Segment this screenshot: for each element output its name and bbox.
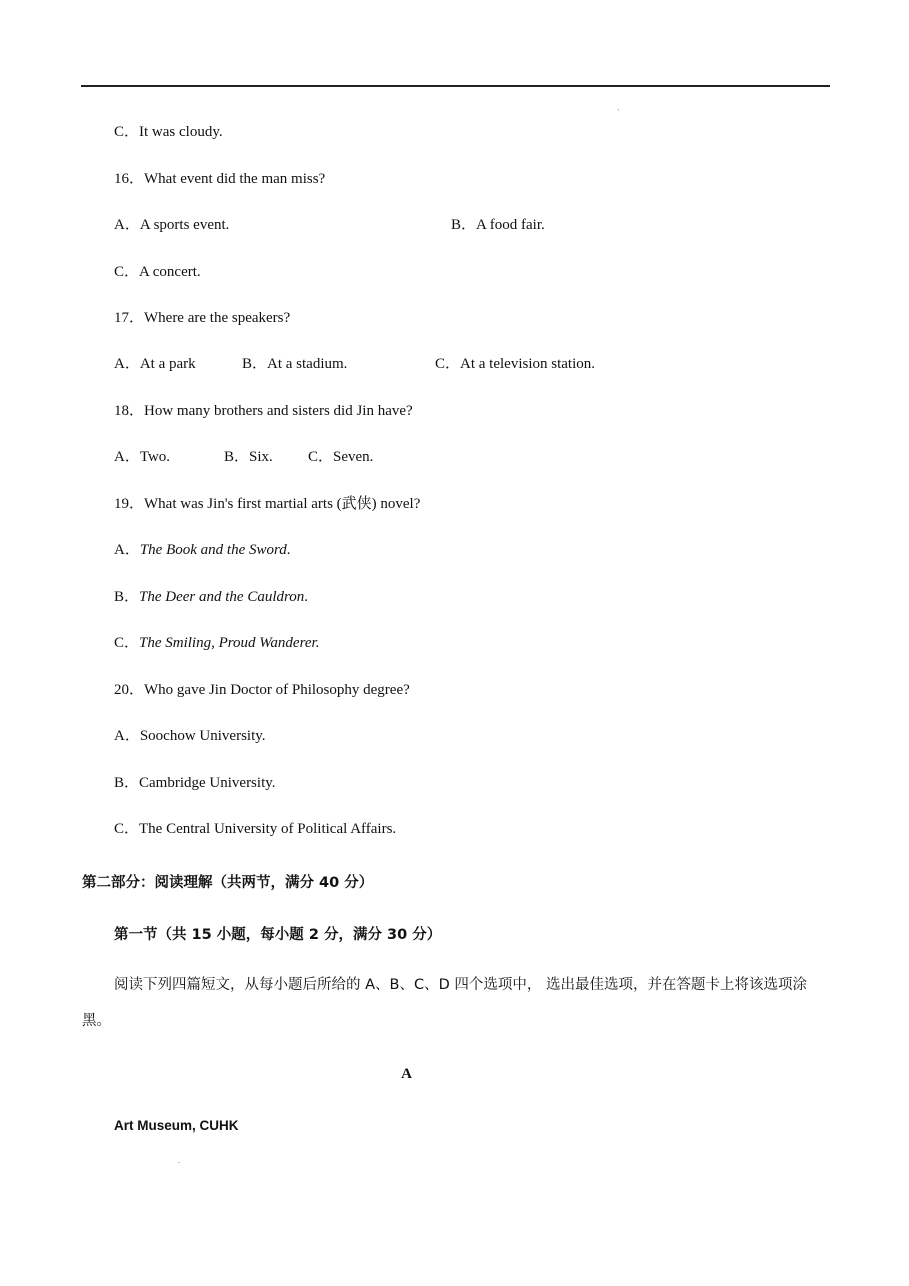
q19-option-b [114, 588, 308, 606]
book-title: The Book and the Sword [139, 542, 287, 558]
section1-heading: 第一节（共 15 小题，每小题 2 分，满分 30 分） [114, 927, 442, 943]
part2-heading: 第二部分：阅读理解（共两节，满分 40 分） [82, 875, 374, 891]
passage-letter: A [401, 1066, 412, 1082]
q18-option-c: C．Seven. [308, 449, 374, 465]
option-prefix: B． [114, 589, 140, 605]
q16-stem: 16．What event did the man miss? [114, 171, 326, 187]
q15-option-c: C．It was cloudy. [114, 124, 223, 140]
instruction-paragraph: 阅读下列四篇短文，从每小题后所给的 A、B、C、D 四个选项中， 选出最佳选项，并在答题卡上将该选项涂黑。 [82, 977, 807, 1029]
book-title: The Deer and the Cauldron [139, 589, 305, 605]
q17-option-a: A．At a park [114, 356, 196, 372]
stray-mark: . [178, 1156, 180, 1165]
q17-option-c: C．At a television station. [435, 356, 595, 372]
book-title: The Smiling, Proud Wanderer [139, 635, 316, 651]
q20-option-c: C．The Central University of Political Affairs. [114, 821, 397, 837]
q18-stem: 18．How many brothers and sisters did Jin have? [114, 403, 413, 419]
q16-option-c: C．A concert. [114, 264, 201, 280]
q20-option-a: A．Soochow University. [114, 728, 266, 744]
q16-option-a: A．A sports event. [114, 217, 230, 233]
q19-stem: 19．What was Jin's first martial arts (武侠) novel? [114, 496, 421, 512]
period: . [286, 542, 291, 558]
option-prefix: C． [114, 635, 140, 651]
q20-stem: 20．Who gave Jin Doctor of Philosophy degree? [114, 682, 410, 698]
passage-title: Art Museum, CUHK [114, 1118, 239, 1133]
q19-option-a [114, 541, 291, 559]
q18-option-b: B．Six. [224, 449, 273, 465]
stray-mark: ` [617, 108, 620, 117]
option-prefix: A． [114, 542, 140, 558]
q18-option-a: A．Two. [114, 449, 171, 465]
q17-stem: 17．Where are the speakers? [114, 310, 291, 326]
q19-option-c [114, 634, 319, 652]
q16-option-b: B．A food fair. [451, 217, 545, 233]
header-rule [81, 85, 830, 87]
period: . [304, 589, 309, 605]
q17-option-b: B．At a stadium. [242, 356, 348, 372]
period: . [315, 635, 320, 651]
q20-option-b: B．Cambridge University. [114, 775, 276, 791]
